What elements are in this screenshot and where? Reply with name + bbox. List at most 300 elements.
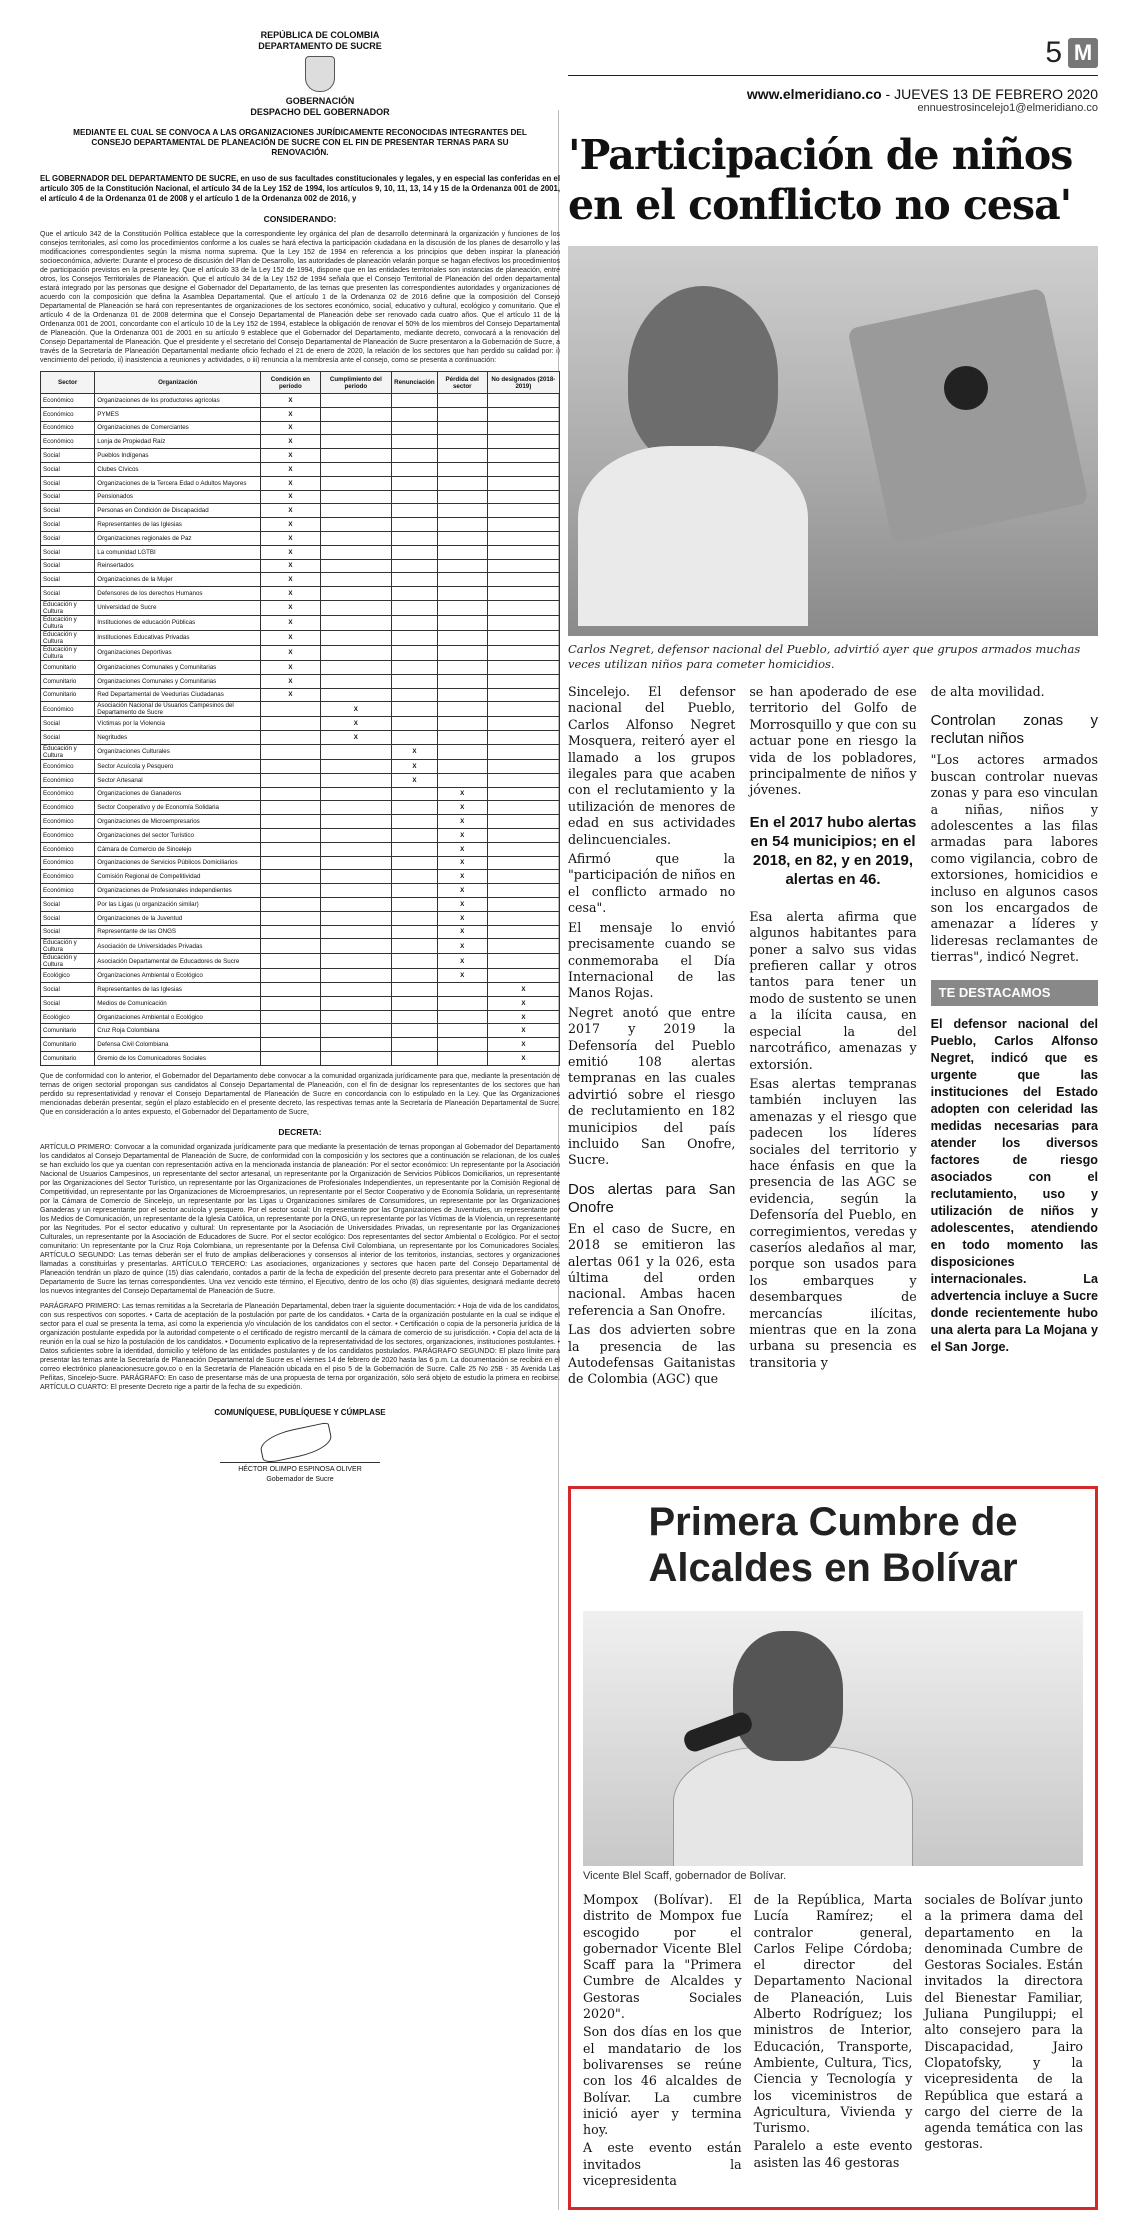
- table-cell: Social: [41, 983, 95, 997]
- table-cell: X: [487, 1038, 559, 1052]
- table-cell: [437, 717, 487, 731]
- table-cell: [437, 545, 487, 559]
- table-cell: [392, 983, 438, 997]
- table-cell: X: [392, 759, 438, 773]
- table-cell: [320, 1052, 392, 1066]
- table-cell: Económico: [41, 801, 95, 815]
- table-cell: [487, 545, 559, 559]
- table-cell: X: [261, 394, 320, 408]
- table-cell: [487, 884, 559, 898]
- table-cell: Asociación Departamental de Educadores de Sucre: [95, 954, 261, 969]
- table-cell: X: [437, 954, 487, 969]
- table-cell: [392, 870, 438, 884]
- table-cell: La comunidad LGTBI: [95, 545, 261, 559]
- table-cell: [320, 842, 392, 856]
- table-cell: [320, 674, 392, 688]
- table-cell: [437, 504, 487, 518]
- paragraph: Sincelejo. El defensor nacional del Pueblo, Carlos Alfonso Negret Mosquera, reiteró ayer el llamado a los grupos ilegales para que acaben con el reclutamiento y la utilización de menores de edad en sus actividades delincuenciales.: [568, 684, 736, 847]
- table-cell: Social: [41, 531, 95, 545]
- table-cell: Educación y Cultura: [41, 954, 95, 969]
- table-cell: [392, 394, 438, 408]
- boxed-body: [583, 1892, 1083, 2191]
- table-cell: [392, 688, 438, 702]
- table-cell: X: [261, 531, 320, 545]
- table-cell: Educación y Cultura: [41, 600, 95, 615]
- boxed-article: [568, 1486, 1098, 2210]
- table-cell: [261, 773, 320, 787]
- table-cell: X: [437, 925, 487, 939]
- table-cell: [392, 449, 438, 463]
- table-cell: X: [261, 587, 320, 601]
- table-cell: [392, 717, 438, 731]
- table-cell: X: [320, 717, 392, 731]
- closing-line: COMUNÍQUESE, PUBLÍQUESE Y CÚMPLASE: [214, 1407, 386, 1417]
- table-cell: Organizaciones de Servicios Públicos Domiciliarios: [95, 856, 261, 870]
- table-row: [41, 842, 560, 856]
- table-row: [41, 939, 560, 954]
- table-cell: [487, 773, 559, 787]
- table-cell: [437, 1052, 487, 1066]
- paragraph: sociales de Bolívar junto a la primera dama del departamento en la denominada Cumbre de Gestoras Sociales. Están invitados la directora del Bienestar Familiar, Juliana Pungiluppi; el alto consejero para la Discapacidad, Jairo Clopatofsky, y la vicepresidenta de la República que estará a cargo del cierre de la agenda temática con las gestoras.: [924, 1892, 1083, 2152]
- table-row: [41, 462, 560, 476]
- table-cell: X: [261, 674, 320, 688]
- table-cell: [392, 731, 438, 745]
- table-header-cell: Organización: [95, 372, 261, 394]
- table-cell: [320, 870, 392, 884]
- table-row: [41, 545, 560, 559]
- table-cell: X: [487, 1052, 559, 1066]
- table-cell: [261, 954, 320, 969]
- table-cell: [320, 645, 392, 660]
- table-cell: Universidad de Sucre: [95, 600, 261, 615]
- table-cell: [261, 828, 320, 842]
- table-cell: Comunitario: [41, 688, 95, 702]
- paragraph: de alta movilidad.: [930, 684, 1045, 699]
- table-cell: [320, 925, 392, 939]
- table-cell: [320, 449, 392, 463]
- table-cell: X: [437, 911, 487, 925]
- table-cell: [487, 435, 559, 449]
- table-cell: [487, 660, 559, 674]
- table-cell: [261, 884, 320, 898]
- table-cell: Económico: [41, 787, 95, 801]
- table-cell: Social: [41, 587, 95, 601]
- paragraph: Esas alertas tempranas también incluyen las amenazas y el riesgo que padecen los líderes sociales del territorio y hace énfasis en que la presencia de las AGC se evidencia, según la Defensoría del Pueblo, en corregimientos, veredas y caseríos aledaños al mar, porque son usados para los embarques y desembarques de mercancías ilícitas, mientras que en la zona urbana su presencia es transitoria y: [749, 1075, 917, 1370]
- table-cell: Sector Cooperativo y de Economía Solidaria: [95, 801, 261, 815]
- table-cell: Comunitario: [41, 674, 95, 688]
- table-cell: Organizaciones regionales de Paz: [95, 531, 261, 545]
- table-cell: [437, 462, 487, 476]
- highlight-text: El defensor nacional del Pueblo, Carlos Alfonso Negret, indicó que es urgente que las instituciones del Estado adopten con celeridad las medidas necesarias para atender los diversos factores de riesgo asociados con el reclutamiento, uso y utilización de niños y adolescentes, atendiendo en todo momento las disposiciones internacionales. La advertencia incluye a Sucre donde recientemente hubo una alerta para La Mojana y el San Jorge.: [930, 1017, 1098, 1355]
- table-cell: X: [261, 490, 320, 504]
- page-header: [568, 30, 1098, 76]
- photo-person-body: [578, 446, 808, 626]
- table-row: [41, 630, 560, 645]
- table-cell: [392, 954, 438, 969]
- table-row: [41, 983, 560, 997]
- paragraph: Esa alerta afirma que algunos habitantes para poner a salvo sus vidas prefieren callar y otros tantos para tener un modo de sustento se unen a la ilícita causa, en especial la del narcotráfico, amenazas y extorsión.: [749, 908, 917, 1072]
- table-cell: X: [261, 462, 320, 476]
- table-row: [41, 897, 560, 911]
- table-cell: Económico: [41, 394, 95, 408]
- table-cell: Defensa Civil Colombiana: [95, 1038, 261, 1052]
- table-cell: Instituciones Educativas Privadas: [95, 630, 261, 645]
- table-row: [41, 449, 560, 463]
- page-number: 5: [1045, 35, 1062, 69]
- article-col-3: [931, 684, 1098, 1391]
- table-cell: [261, 856, 320, 870]
- table-cell: X: [437, 856, 487, 870]
- table-cell: [392, 842, 438, 856]
- boxed-caption: Vicente Blel Scaff, gobernador de Bolívar.: [583, 1870, 787, 1882]
- table-cell: [487, 559, 559, 573]
- sectors-table: [40, 371, 560, 1066]
- table-cell: X: [437, 828, 487, 842]
- table-cell: [392, 462, 438, 476]
- table-cell: Educación y Cultura: [41, 630, 95, 645]
- highlight-tag: TE DESTACAMOS: [931, 980, 1098, 1006]
- table-cell: X: [261, 559, 320, 573]
- table-cell: [320, 660, 392, 674]
- boxed-photo: [583, 1611, 1083, 1866]
- table-cell: [320, 1038, 392, 1052]
- table-cell: [392, 573, 438, 587]
- table-row: [41, 1010, 560, 1024]
- table-cell: [392, 969, 438, 983]
- table-cell: [320, 559, 392, 573]
- table-row: [41, 660, 560, 674]
- boxed-col-3: [924, 1892, 1083, 2191]
- table-cell: [320, 573, 392, 587]
- table-cell: Organizaciones de Comerciantes: [95, 421, 261, 435]
- table-cell: X: [261, 600, 320, 615]
- table-cell: [261, 996, 320, 1010]
- table-cell: [320, 688, 392, 702]
- table-cell: [487, 911, 559, 925]
- table-cell: Ecológico: [41, 969, 95, 983]
- table-cell: [437, 615, 487, 630]
- table-cell: [392, 702, 438, 717]
- signature-icon: [220, 1423, 380, 1463]
- table-row: [41, 490, 560, 504]
- table-cell: [437, 688, 487, 702]
- table-cell: [437, 674, 487, 688]
- table-cell: [487, 954, 559, 969]
- table-header-cell: Cumplimiento del periodo: [320, 372, 392, 394]
- table-cell: [392, 600, 438, 615]
- table-cell: Social: [41, 573, 95, 587]
- paragraph: Paralelo a este evento asisten las 46 gestoras: [753, 2138, 913, 2170]
- table-cell: Organizaciones de Microempresarios: [95, 815, 261, 829]
- table-cell: [437, 407, 487, 421]
- table-row: [41, 1038, 560, 1052]
- table-row: [41, 573, 560, 587]
- table-cell: [392, 615, 438, 630]
- article-headline: 'Participación de niños en el conflicto no cesa': [568, 131, 1073, 229]
- contact-emails[interactable]: ennuestrosincelejo1@elmeridiano.co: [917, 102, 1098, 114]
- table-cell: Social: [41, 559, 95, 573]
- table-cell: Organizaciones Culturales: [95, 744, 261, 759]
- table-row: [41, 801, 560, 815]
- table-cell: Económico: [41, 773, 95, 787]
- table-cell: [320, 476, 392, 490]
- table-row: [41, 884, 560, 898]
- table-cell: Económico: [41, 856, 95, 870]
- table-cell: Social: [41, 911, 95, 925]
- table-cell: Económico: [41, 759, 95, 773]
- table-cell: [320, 600, 392, 615]
- photo-caption: Carlos Negret, defensor nacional del Pueblo, advirtió ayer que grupos armados muchas veces utilizan niños para cometer homicidios.: [568, 642, 1081, 671]
- table-cell: [487, 828, 559, 842]
- table-cell: [320, 490, 392, 504]
- table-cell: X: [437, 801, 487, 815]
- table-cell: [261, 717, 320, 731]
- table-cell: [320, 1010, 392, 1024]
- table-cell: [320, 773, 392, 787]
- table-cell: [487, 449, 559, 463]
- table-cell: X: [437, 897, 487, 911]
- table-cell: [392, 545, 438, 559]
- table-row: [41, 688, 560, 702]
- article-photo: [568, 246, 1098, 636]
- article-col-1: [568, 684, 735, 1391]
- table-cell: [392, 407, 438, 421]
- table-cell: Social: [41, 996, 95, 1010]
- table-cell: [261, 925, 320, 939]
- paragraph: "Los actores armados buscan controlar nuevas zonas y para eso vinculan a niñas, niños y adolescentes a las filas armadas para labores como vigilancia, cobro de extorsiones, homicidios e incluso en algunos casos son los encargados de amenazar a líderes y lideresas reclamantes de tierras", indicó Negret.: [930, 752, 1098, 965]
- paragraph: Afirmó que la "participación de niños en el conflicto armado no cesa".: [568, 851, 736, 916]
- paragraph: Las dos advierten sobre la presencia de las Autodefensas Gaitanistas de Colombia (AGC) que: [568, 1322, 736, 1387]
- table-cell: [487, 744, 559, 759]
- table-cell: X: [261, 573, 320, 587]
- photo-weapon: [847, 288, 1088, 545]
- photo-weapon-barrel: [944, 366, 988, 410]
- table-header-cell: Pérdida del sector: [437, 372, 487, 394]
- table-cell: Educación y Cultura: [41, 615, 95, 630]
- table-cell: Por las Ligas (u organización similar): [95, 897, 261, 911]
- country-label: REPÚBLICA DE COLOMBIA: [260, 30, 380, 40]
- table-cell: PYMES: [95, 407, 261, 421]
- department-label: DEPARTAMENTO DE SUCRE: [258, 41, 382, 51]
- table-cell: [487, 490, 559, 504]
- site-url[interactable]: www.elmeridiano.co: [746, 86, 882, 102]
- table-cell: Negritudes: [95, 731, 261, 745]
- table-cell: [320, 983, 392, 997]
- table-cell: X: [437, 787, 487, 801]
- boxed-col-2: [754, 1892, 913, 2191]
- table-row: [41, 744, 560, 759]
- table-cell: [487, 600, 559, 615]
- table-cell: [261, 897, 320, 911]
- table-cell: X: [261, 449, 320, 463]
- table-cell: Social: [41, 504, 95, 518]
- table-cell: Económico: [41, 421, 95, 435]
- table-cell: X: [487, 1024, 559, 1038]
- table-cell: [487, 717, 559, 731]
- boxed-col-1: [583, 1892, 742, 2191]
- table-cell: [320, 435, 392, 449]
- photo-person-head: [733, 1631, 843, 1761]
- table-cell: X: [320, 702, 392, 717]
- table-cell: [487, 897, 559, 911]
- table-cell: [487, 674, 559, 688]
- table-cell: [320, 394, 392, 408]
- table-cell: [392, 476, 438, 490]
- table-cell: [392, 828, 438, 842]
- table-cell: [487, 504, 559, 518]
- table-cell: [437, 630, 487, 645]
- table-cell: [392, 660, 438, 674]
- decree-title: MEDIANTE EL CUAL SE CONVOCA A LAS ORGANIZACIONES JURÍDICAMENTE RECONOCIDAS INTEGRANTES DEL CONSEJO DEPARTAMENTAL DE PLANEACIÓN DE SUCRE CON EL FIN DE PRESENTAR TERNAS PARA SU RENOVACIÓN.: [73, 128, 527, 157]
- signature-block: [40, 1408, 560, 1483]
- table-cell: Comunitario: [41, 1038, 95, 1052]
- table-cell: [437, 421, 487, 435]
- table-cell: [487, 925, 559, 939]
- signer-role: Gobernador de Sucre: [266, 1475, 334, 1483]
- table-row: [41, 925, 560, 939]
- table-cell: [320, 787, 392, 801]
- paragraph: de la República, Marta Lucía Ramírez; el contralor general, Carlos Felipe Córdoba; el director del Departamento Nacional de Planeación, Luis Alberto Rodríguez; los ministros de Interior, Educación, Transporte, Ambiente, Cultura, Tics, Ciencia y Tecnología y los viceministros de Agricultura, Vivienda y Turismo.: [753, 1892, 913, 2136]
- table-cell: [320, 421, 392, 435]
- table-cell: [392, 504, 438, 518]
- table-cell: Comunitario: [41, 660, 95, 674]
- dateline: www.elmeridiano.co - JUEVES 13 DE FEBRERO 2020: [746, 86, 1098, 102]
- table-cell: Sector Artesanal: [95, 773, 261, 787]
- table-cell: X: [437, 815, 487, 829]
- subheading: Controlan zonas y reclutan niños: [930, 712, 1098, 748]
- newspaper-logo-icon: M: [1068, 38, 1098, 68]
- table-cell: [487, 531, 559, 545]
- table-cell: [392, 1024, 438, 1038]
- after-table-text: Que de conformidad con lo anterior, el Gobernador del Departamento debe convocar a la comunidad organizada jurídicamente para que, mediante la presentación de ternas de origen sectorial propongan sus candidatos al Consejo Departamental de Planeación, con el fin de designar los representantes de los sectores que han perdido su representatividad y renovar el Consejo Departamental de Planeación de Sucre en concordancia con lo estipulado en la Ley. Que las Organizaciones mencionadas deberán presentar, según el plazo establecido en el presente decreto, las respectivas ternas ante la Secretaría de Planeación Departamental de Sucre. Que en consideración a lo antes expuesto, el Gobernador del Departamento de Sucre,: [40, 1072, 560, 1116]
- decreta-text: ARTÍCULO PRIMERO: Convocar a la comunidad organizada jurídicamente para que mediante la presentación de ternas propongan al Gobernador del Departamento los candidatos al Consejo Departamental de Planeación de Sucre, de conformidad con la composición y los sectores que a continuación se relacionan, de los cuales se han excluido los que ya cuentan con representación activa en la mencionada instancia de planeación: Por el sector económico: Un representante por la Asociación Nacional de Usuarios Campesinos, un representante del sector artesanal, un representante por la Organización de Servicios Públicos Domiciliarios, un representante por las Organizaciones del Sector Turístico, un representante por las Organizaciones de Profesionales Independientes, un representante por la Comisión Regional de Competitividad, un representante por las Organizaciones de Microempresarios, un representante por el Sector Cooperativo y de Economía Solidaria, un representante por la Cámara de Comercio de Sincelejo, un representante por las Ligas u Organizaciones similares de Consumidores, un representante por las Organizaciones Ganaderas y un representante por el sector acuícola y pesquero. Por el sector social: Un representante por las Organizaciones de Juventudes, un representante por los Medios de Comunicación, un representante de la Iglesia Católica, un representante por la ONG, un representante por las Víctimas de la Violencia, un representante por las Negritudes. Por el sector educativo y cultural: Un representante por la Asociación de Universidades Privadas, un representante por las Organizaciones Culturales, un representante por la Asociación de Educadores de Sucre. Por el sector ecológico: Dos representantes del sector Ambiental o Ecológico. Por el sector comunitario: Un representante por la Cruz Roja Colombiana, un representante por la Defensa Civil Colombiana, un representante por los Comunicadores Sociales. ARTÍCULO SEGUNDO: Las ternas deberán ser el fruto de amplias deliberaciones y consensos al interior de los territorios, instancias, sectores y organizaciones llamadas a constituirlas y presentarlas. ARTÍCULO TERCERO: Las asociaciones, organizaciones y sectores que hacen parte del Consejo Departamental de Planeación tendrán un plazo de quince (15) días calendario, contados a partir de la fecha de expedición del presente decreto para presentar ante el Gobernador del Departamento de Sucre las ternas correspondientes. Una vez vencido este término, el Ejecutivo, dentro de los ocho (8) días siguientes, designará mediante decreto los nuevos integrantes del Consejo Departamental de Planeación de Sucre.: [40, 1143, 560, 1295]
- table-header-cell: Sector: [41, 372, 95, 394]
- table-cell: Ecológico: [41, 1010, 95, 1024]
- gov-label: GOBERNACIÓN: [285, 96, 355, 106]
- table-cell: Organizaciones Comunales y Comunitarias: [95, 674, 261, 688]
- table-cell: [392, 518, 438, 532]
- table-cell: X: [487, 983, 559, 997]
- table-cell: [261, 1024, 320, 1038]
- photo-person-body: [673, 1746, 913, 1866]
- table-cell: Organizaciones de la Juventud: [95, 911, 261, 925]
- table-cell: [392, 587, 438, 601]
- table-cell: [487, 787, 559, 801]
- decree-header: [220, 30, 420, 118]
- table-cell: [392, 1052, 438, 1066]
- table-row: [41, 969, 560, 983]
- table-cell: [320, 801, 392, 815]
- table-cell: X: [437, 939, 487, 954]
- table-cell: [261, 969, 320, 983]
- table-cell: [487, 630, 559, 645]
- table-cell: [320, 954, 392, 969]
- table-cell: [392, 490, 438, 504]
- decree-intro: EL GOBERNADOR DEL DEPARTAMENTO DE SUCRE, en uso de sus facultades constitucionales y legales, y en especial las conferidas en el artículo 305 de la Constitución Nacional, el artículo 34 de la Ley 152 de 1994, los artículos 9, 10, 11, 13, 14 y 15 de la Ordenanza 001 de 2001, el artículo 4 de la Ordenanza 01 de 2008 y el artículo 1 de la Ordenanza 002 de 2016, y: [40, 174, 560, 203]
- table-cell: [320, 531, 392, 545]
- table-cell: Social: [41, 490, 95, 504]
- table-cell: Social: [41, 897, 95, 911]
- table-cell: [437, 744, 487, 759]
- table-cell: Comunitario: [41, 1052, 95, 1066]
- table-cell: X: [261, 518, 320, 532]
- table-cell: [437, 773, 487, 787]
- photo-person-head: [628, 286, 778, 466]
- table-cell: Educación y Cultura: [41, 939, 95, 954]
- table-cell: Social: [41, 925, 95, 939]
- table-row: [41, 870, 560, 884]
- table-row: [41, 996, 560, 1010]
- table-cell: X: [437, 884, 487, 898]
- table-cell: [320, 407, 392, 421]
- table-cell: [320, 884, 392, 898]
- table-cell: [437, 476, 487, 490]
- article-body: [568, 684, 1098, 1391]
- table-cell: Organizaciones del sector Turístico: [95, 828, 261, 842]
- table-cell: [437, 731, 487, 745]
- table-cell: X: [320, 731, 392, 745]
- table-cell: Organizaciones de Ganaderos: [95, 787, 261, 801]
- table-cell: [261, 1010, 320, 1024]
- table-cell: X: [261, 645, 320, 660]
- table-row: [41, 731, 560, 745]
- table-cell: [320, 759, 392, 773]
- table-cell: Educación y Cultura: [41, 645, 95, 660]
- table-cell: [320, 897, 392, 911]
- table-cell: Organizaciones de Profesionales independientes: [95, 884, 261, 898]
- table-cell: X: [261, 630, 320, 645]
- table-cell: [437, 518, 487, 532]
- table-cell: Comunitario: [41, 1024, 95, 1038]
- table-cell: [487, 856, 559, 870]
- table-row: [41, 645, 560, 660]
- table-cell: [487, 615, 559, 630]
- table-cell: [392, 787, 438, 801]
- table-cell: [437, 600, 487, 615]
- table-cell: [437, 559, 487, 573]
- table-cell: [437, 449, 487, 463]
- table-cell: Personas en Condición de Discapacidad: [95, 504, 261, 518]
- table-cell: [392, 531, 438, 545]
- table-cell: [487, 407, 559, 421]
- table-cell: X: [261, 688, 320, 702]
- table-cell: [487, 421, 559, 435]
- table-cell: X: [261, 476, 320, 490]
- paragraph: El mensaje lo envió precisamente cuando se conmemoraba el Día Internacional de las Manos Rojas.: [568, 919, 736, 1001]
- table-cell: Organizaciones de la Mujer: [95, 573, 261, 587]
- table-row: [41, 587, 560, 601]
- signer-name: HÉCTOR OLIMPO ESPINOSA OLIVER: [238, 1465, 362, 1473]
- table-cell: Red Departamental de Veedurías Ciudadanas: [95, 688, 261, 702]
- table-cell: [392, 911, 438, 925]
- table-cell: [320, 911, 392, 925]
- table-header-cell: Renunciación: [392, 372, 438, 394]
- paragraph: En el caso de Sucre, en 2018 se emitieron las alertas 061 y la 026, esta última del orden nacional. Ambas hacen referencia a San Onofre.: [568, 1220, 736, 1318]
- table-cell: Social: [41, 545, 95, 559]
- table-cell: Representantes de las Iglesias: [95, 983, 261, 997]
- table-cell: Educación y Cultura: [41, 744, 95, 759]
- table-cell: [320, 744, 392, 759]
- table-cell: [487, 476, 559, 490]
- table-row: [41, 828, 560, 842]
- table-row: [41, 1024, 560, 1038]
- table-cell: Social: [41, 476, 95, 490]
- table-cell: [392, 856, 438, 870]
- table-cell: X: [261, 421, 320, 435]
- table-cell: [437, 996, 487, 1010]
- table-cell: Medios de Comunicación: [95, 996, 261, 1010]
- table-row: [41, 815, 560, 829]
